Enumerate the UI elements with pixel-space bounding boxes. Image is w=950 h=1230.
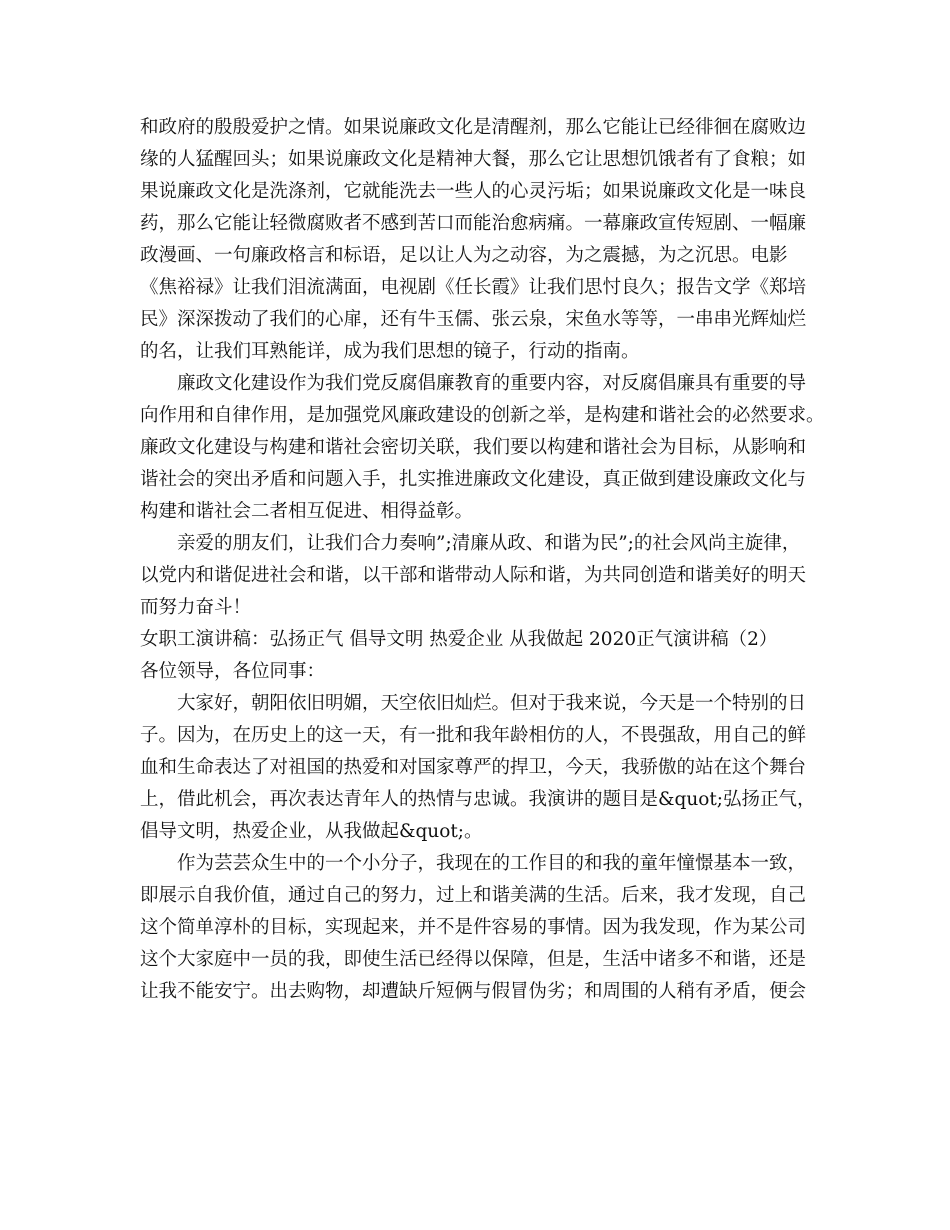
text-line: 廉政文化建设与构建和谐社会密切关联，我们要以构建和谐社会为目标，从影响和 <box>140 437 807 458</box>
text-line: 药，那么它能让轻微腐败者不感到苦口而能治愈病痛。一幕廉政宣传短剧、一幅廉 <box>140 213 807 234</box>
text-line: 廉政文化建设作为我们党反腐倡廉教育的重要内容，对反腐倡廉具有重要的导 <box>177 373 807 394</box>
text-line: 大家好，朝阳依旧明媚，天空依旧灿烂。但对于我来说，今天是一个特别的日 <box>177 693 807 714</box>
text-line: 政漫画、一句廉政格言和标语，足以让人为之动容，为之震撼，为之沉思。电影 <box>140 245 788 266</box>
text-line: 《焦裕禄》让我们泪流满面，电视剧《任长霞》让我们思忖良久；报告文学《郑培 <box>140 277 807 298</box>
text-line: 这个大家庭中一员的我，即使生活已经得以保障，但是，生活中诸多不和谐，还是 <box>140 949 807 970</box>
text-line: 和政府的殷殷爱护之情。如果说廉政文化是清醒剂，那么它能让已经徘徊在腐败边 <box>140 117 807 138</box>
text-line: 让我不能安宁。出去购物，却遭缺斤短俩与假冒伪劣；和周围的人稍有矛盾，便会 <box>140 981 807 1002</box>
text-line: 缘的人猛醒回头；如果说廉政文化是精神大餐，那么它让思想饥饿者有了食粮；如 <box>140 149 807 170</box>
text-line: 作为芸芸众生中的一个小分子，我现在的工作目的和我的童年憧憬基本一致， <box>177 853 807 874</box>
document-body <box>140 112 830 1008</box>
text-line: 即展示自我价值，通过自己的努力，过上和谐美满的生活。后来，我才发现，自己 <box>140 885 807 906</box>
text-line: 上，借此机会，再次表达青年人的热情与忠诚。我演讲的题目是&quot;弘扬正气， <box>140 789 816 810</box>
text-line: 女职工演讲稿：弘扬正气 倡导文明 热爱企业 从我做起 2020正气演讲稿（2） <box>140 629 778 650</box>
text-line: 血和生命表达了对祖国的热爱和对国家尊严的捍卫，今天，我骄傲的站在这个舞台 <box>140 757 807 778</box>
text-line: 向作用和自律作用，是加强党风廉政建设的创新之举，是构建和谐社会的必然要求。 <box>140 405 825 426</box>
text-line: 而努力奋斗！ <box>140 597 252 618</box>
text-line: 的名，让我们耳熟能详，成为我们思想的镜子，行动的指南。 <box>140 341 640 362</box>
text-line: 各位领导，各位同事： <box>140 661 326 682</box>
text-line: 以党内和谐促进社会和谐，以干部和谐带动人际和谐，为共同创造和谐美好的明天 <box>140 565 807 586</box>
text-line: 民》深深拨动了我们的心扉，还有牛玉儒、张云泉，宋鱼水等等，一串串光辉灿烂 <box>140 309 807 330</box>
text-line: 这个简单淳朴的目标，实现起来，并不是件容易的事情。因为我发现，作为某公司 <box>140 917 807 938</box>
text-line: 亲爱的朋友们，让我们合力奏响”;清廉从政、和谐为民”;的社会风尚主旋律， <box>177 533 801 554</box>
text-line: 倡导文明，热爱企业，从我做起&quot;。 <box>140 821 483 842</box>
text-line: 构建和谐社会二者相互促进、相得益彰。 <box>140 501 474 522</box>
text-line: 谐社会的突出矛盾和问题入手，扎实推进廉政文化建设，真正做到建设廉政文化与 <box>140 469 807 490</box>
text-line: 果说廉政文化是洗涤剂，它就能洗去一些人的心灵污垢；如果说廉政文化是一味良 <box>140 181 807 202</box>
text-line: 子。因为，在历史上的这一天，有一批和我年龄相仿的人，不畏强敌，用自己的鲜 <box>140 725 807 746</box>
